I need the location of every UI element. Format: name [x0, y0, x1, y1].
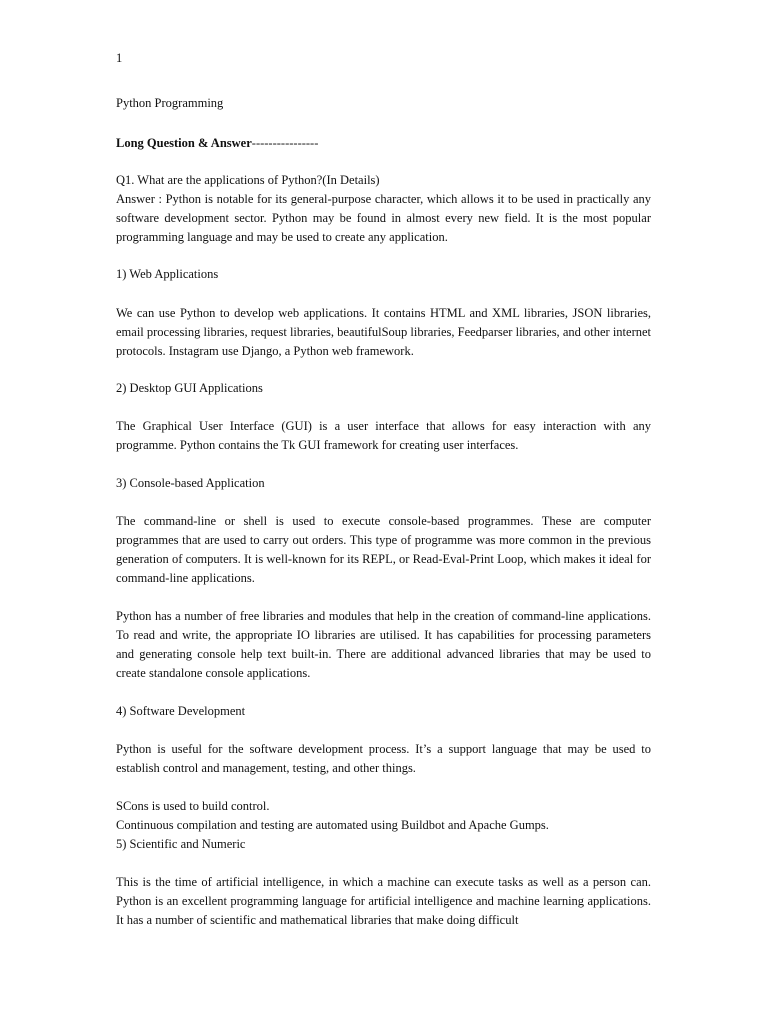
- scientific-numeric-paragraph: This is the time of artificial intelligence, in which a machine can execute tasks as well as a person can. Python is an excellent programming language for artificial intelligence and machine learning applications. It has a number of scientific and mathematical libraries that make doing difficult: [116, 875, 651, 927]
- software-development-paragraph: Python is useful for the software development process. It’s a support language that may be used to establish control and management, testing, and other things.: [116, 742, 651, 775]
- software-development-heading: 4) Software Development: [116, 704, 246, 718]
- section-heading: [116, 134, 318, 153]
- scientific-numeric-heading: 5) Scientific and Numeric: [116, 837, 246, 851]
- scons-line: SCons is used to build control.: [116, 799, 270, 813]
- document-title: Python Programming: [116, 96, 224, 110]
- buildbot-line: Continuous compilation and testing are automated using Buildbot and Apache Gumps.: [116, 818, 549, 832]
- console-paragraph-1: The command-line or shell is used to execute console-based programmes. These are computer programmes that are used to carry out orders. This type of programme was more common in the previous generation of computers. It is well-known for its REPL, or Read-Eval-Print Loop, which makes it ideal for command-line applications.: [116, 514, 651, 585]
- web-applications-paragraph: We can use Python to develop web applications. It contains HTML and XML libraries, JSON libraries, email processing libraries, request libraries, beautifulSoup libraries, Feedparser libraries, and other internet protocols. Instagram use Django, a Python web framework.: [116, 306, 651, 358]
- desktop-gui-heading: 2) Desktop GUI Applications: [116, 381, 263, 395]
- section-heading-bold: Long Question & Answer: [116, 136, 252, 150]
- web-applications-heading: 1) Web Applications: [116, 267, 219, 281]
- console-paragraph-2: Python has a number of free libraries and modules that help in the creation of command-line applications. To read and write, the appropriate IO libraries are utilised. It has capabilities for processing parameters and generating console help text built-in. There are additional advanced libraries that may be used to create standalone console applications.: [116, 609, 651, 680]
- section-heading-dashes: ----------------: [251, 136, 319, 150]
- page-number: 1: [116, 51, 123, 65]
- answer-paragraph: Answer : Python is notable for its general-purpose character, which allows it to be used in practically any software development sector. Python may be found in almost every new field. It is the most popular programming language and may be used to create any application.: [116, 192, 651, 244]
- desktop-gui-paragraph: The Graphical User Interface (GUI) is a user interface that allows for easy interaction with any programme. Python contains the Tk GUI framework for creating user interfaces.: [116, 419, 651, 452]
- question-text: Q1. What are the applications of Python?(In Details): [116, 173, 380, 187]
- console-heading: 3) Console-based Application: [116, 476, 265, 490]
